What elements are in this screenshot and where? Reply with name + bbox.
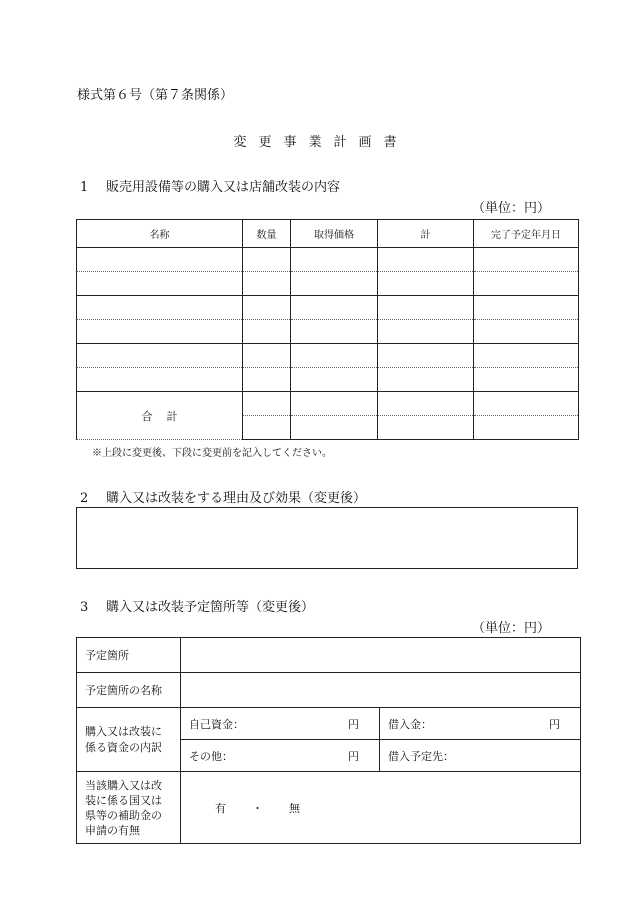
input-cell[interactable]	[77, 272, 243, 296]
table-row	[77, 368, 579, 392]
own-funds-label: 自己資金：	[189, 717, 244, 731]
yen-unit: 円	[348, 717, 359, 731]
input-cell[interactable]	[243, 248, 291, 272]
table-row	[77, 772, 581, 844]
col-total: 計	[378, 220, 474, 248]
input-cell[interactable]	[378, 368, 474, 392]
table-row	[77, 320, 579, 344]
subsidy-choice	[181, 772, 581, 844]
section-2-title: 購入又は改装をする理由及び効果（変更後）	[106, 491, 367, 506]
table-row	[77, 248, 579, 272]
funds-label-line: 購入又は改装に	[85, 724, 162, 738]
subsidy-label-line: 申請の有無	[85, 823, 140, 837]
yen-unit: 円	[348, 749, 359, 763]
subsidy-label-line: 装に係る国又は	[85, 793, 162, 807]
input-cell[interactable]	[291, 416, 378, 440]
table-row	[77, 344, 579, 368]
section-1-unit: （単位：円）	[471, 201, 550, 216]
lender-field[interactable]	[380, 740, 581, 772]
table-row	[77, 708, 581, 740]
input-cell[interactable]	[474, 344, 579, 368]
input-cell[interactable]	[291, 296, 378, 320]
input-cell[interactable]	[378, 416, 474, 440]
purchase-table-header	[77, 220, 579, 248]
col-completion-date: 完了予定年月日	[474, 220, 579, 248]
input-cell[interactable]	[474, 248, 579, 272]
col-name: 名称	[77, 220, 243, 248]
input-cell[interactable]	[243, 344, 291, 368]
input-cell[interactable]	[77, 248, 243, 272]
total-row	[77, 392, 579, 416]
section-1-number: 1	[80, 180, 89, 195]
borrowed-label: 借入金：	[388, 717, 432, 731]
input-cell[interactable]	[291, 392, 378, 416]
section-2-number: 2	[80, 491, 89, 506]
col-acquisition-price: 取得価格	[291, 220, 378, 248]
yes-option[interactable]: 有	[215, 801, 226, 815]
input-cell[interactable]	[378, 296, 474, 320]
section-3-title: 購入又は改装予定箇所等（変更後）	[106, 600, 315, 615]
form-number: 様式第６号（第７条関係）	[77, 88, 234, 103]
input-cell[interactable]	[77, 296, 243, 320]
table-row	[77, 638, 581, 673]
input-cell[interactable]	[474, 392, 579, 416]
input-cell[interactable]	[243, 320, 291, 344]
table-note: ※上段に変更後、下段に変更前を記入してください。	[92, 448, 332, 459]
input-cell[interactable]	[378, 272, 474, 296]
input-cell[interactable]	[474, 272, 579, 296]
input-cell[interactable]	[77, 344, 243, 368]
funds-label-line: 係る資金の内訳	[85, 740, 162, 754]
section-3-number: 3	[80, 600, 89, 615]
section-3-unit: （単位：円）	[471, 621, 550, 636]
input-cell[interactable]	[474, 416, 579, 440]
input-cell[interactable]	[243, 272, 291, 296]
no-option[interactable]: 無	[289, 801, 300, 815]
input-cell[interactable]	[378, 344, 474, 368]
other-label: その他：	[189, 749, 233, 763]
table-row	[77, 272, 579, 296]
input-cell[interactable]	[291, 272, 378, 296]
own-funds-field[interactable]	[181, 708, 380, 740]
input-cell[interactable]	[291, 344, 378, 368]
input-cell[interactable]	[77, 320, 243, 344]
input-cell[interactable]	[291, 248, 378, 272]
location-name-input[interactable]	[181, 673, 581, 708]
lender-label: 借入予定先：	[388, 749, 454, 763]
other-funds-field[interactable]	[181, 740, 380, 772]
location-input[interactable]	[181, 638, 581, 673]
subsidy-label-line: 県等の補助金の	[85, 808, 162, 822]
borrowed-funds-field[interactable]	[380, 708, 581, 740]
section-1-title: 販売用設備等の購入又は店舗改装の内容	[106, 180, 341, 195]
table-row	[77, 673, 581, 708]
location-label: 予定箇所	[77, 638, 181, 673]
input-cell[interactable]	[77, 368, 243, 392]
input-cell[interactable]	[291, 320, 378, 344]
input-cell[interactable]	[243, 368, 291, 392]
section-3-heading	[80, 596, 314, 615]
document-title: 変更事業計画書	[233, 135, 409, 150]
input-cell[interactable]	[243, 392, 291, 416]
section-1-heading	[80, 176, 340, 195]
total-label: 合計	[77, 392, 243, 440]
separator-dot: ・	[252, 801, 263, 815]
input-cell[interactable]	[378, 392, 474, 416]
subsidy-label-line: 当該購入又は改	[85, 778, 162, 792]
input-cell[interactable]	[474, 368, 579, 392]
input-cell[interactable]	[291, 368, 378, 392]
input-cell[interactable]	[243, 416, 291, 440]
col-quantity: 数量	[243, 220, 291, 248]
input-cell[interactable]	[474, 320, 579, 344]
reason-effect-box[interactable]	[76, 507, 578, 569]
location-table	[76, 637, 581, 844]
purchase-table	[76, 219, 579, 440]
section-2-heading	[80, 487, 366, 506]
input-cell[interactable]	[378, 248, 474, 272]
table-row	[77, 296, 579, 320]
input-cell[interactable]	[474, 296, 579, 320]
input-cell[interactable]	[243, 296, 291, 320]
input-cell[interactable]	[378, 320, 474, 344]
subsidy-label	[77, 772, 181, 844]
funds-breakdown-label	[77, 708, 181, 772]
yen-unit: 円	[549, 717, 560, 731]
location-name-label: 予定箇所の名称	[77, 673, 181, 708]
